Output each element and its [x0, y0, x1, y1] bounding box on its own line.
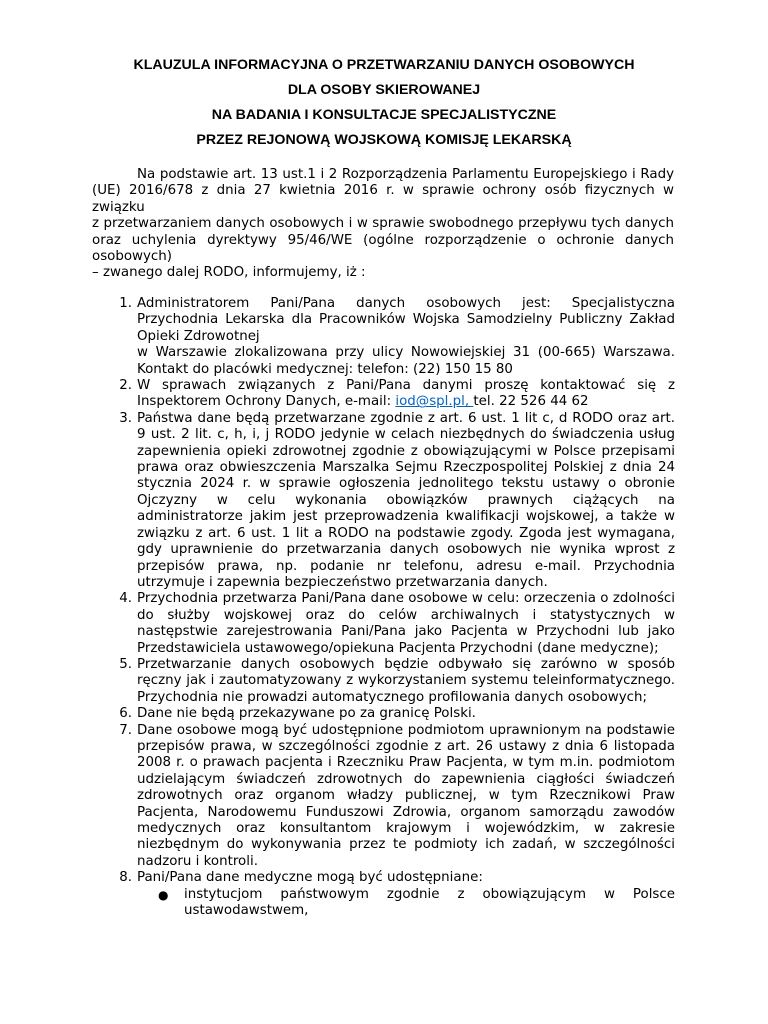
intro-paragraph [92, 167, 674, 282]
email-link[interactable]: iod@spl.pl, [395, 394, 474, 410]
list-item-text: Administratorem Pani/Pana danych osobowych jest: Specjalistyczna Przychodnia Lekarska dla Pracowników Wojska Samodzielny Publiczny Zakład Opieki Zdrowotnej [137, 296, 675, 344]
list-item-text: Państwa dane będą przetwarzane zgodnie z art. 6 ust. 1 lit c, d RODO oraz art. 9 ust. 2 lit. c, h, i, j RODO jedynie w celach niezbędnych do świadczenia usług zapewnienia opieki zdrowotnej zgodnie z obowiązującymi w Polsce przepisami prawa oraz obwieszczenia Marszalka Sejmu Rzeczpospolitej Polskiej z dnia 24 stycznia 2024 r. w sprawie ogłoszenia jednolitego tekstu ustawy o obronie Ojczyzny w celu wykonania obowiązków prawnych ciążących na administratorze jakim jest przeprowadzenia kwalifikacji wojskowej, a także w związku z art. 6 ust. 1 lit a RODO na podstawie zgody. Zgoda jest wymagana, gdy uprawnienie do przetwarzania danych osobowych nie wynika wprost z przepisów prawa, np. podanie nr telefonu, adresu e-mail. Przychodnia utrzymuje i zapewnia bezpieczeństwo przetwarzania danych. [137, 410, 675, 590]
list-number: 2. [119, 378, 132, 394]
list-item [0, 657, 768, 706]
bullet-list [160, 887, 675, 920]
list-number: 7. [119, 722, 132, 738]
list-number: 8. [119, 870, 132, 886]
bullet-item-text: instytucjom państwowym zgodnie z obowiązującym w Polsce ustawodawstwem, [184, 886, 675, 919]
list-item-text: Przetwarzanie danych osobowych będzie odbywało się zarówno w sposób ręczny jak i zautomatyzowany z wykorzystaniem systemu teleinformatycznego. Przychodnia nie prowadzi automatycznego profilowania danych osobowych; [137, 656, 675, 705]
list-item-text: Dane nie będą przekazywane po za granicę Polski. [137, 706, 476, 722]
list-number: 3. [119, 410, 132, 426]
intro-text-1: Na podstawie art. 13 ust.1 i 2 Rozporządzenia Parlamentu Europejskiego i Rady (UE) 2016/678 z dnia 27 kwietnia 2016 r. w sprawie ochrony osób fizycznych w związku [92, 167, 674, 215]
list-item-text [137, 378, 675, 411]
title-line-3: NA BADANIA I KONSULTACJE SPECJALISTYCZNE [211, 107, 557, 123]
bullet-icon: ● [158, 887, 169, 902]
list-number: 4. [119, 591, 132, 607]
list-item-text: w Warszawie zlokalizowana przy ulicy Nowowiejskiej 31 (00-665) Warszawa. Kontakt do placówki medycznej: telefon: (22) 150 15 80 [137, 345, 675, 377]
list-number: 5. [119, 656, 132, 672]
list-item-text-part: W sprawach związanych z Pani/Pana danymi proszę kontaktować się z Inspektorem Ochrony Danych, e-mail: [137, 378, 675, 410]
list-item-text-part: tel. 22 526 44 62 [473, 394, 589, 410]
bullet-item [160, 887, 675, 920]
list-item-text: Pani/Pana dane medyczne mogą być udostępniane: [137, 870, 483, 886]
list-item [0, 378, 768, 411]
list-item [0, 870, 768, 886]
list-item [0, 706, 768, 722]
list-item [0, 723, 768, 871]
list-item-text: Dane osobowe mogą być udostępnione podmiotom uprawnionym na podstawie przepisów prawa, w szczególności zgodnie z art. 26 ustawy z dnia 6 listopada 2008 r. o prawach pacjenta i Rzeczniku Praw Pacjenta, w tym m.in. podmiotom udzielającym świadczeń zdrowotnych do zapewnienia ciągłości świadczeń zdrowotnych oraz organom władzy publicznej, w tym Rzecznikowi Praw Pacjenta, Narodowemu Funduszowi Zdrowia, organom samorządu zawodów medycznych oraz konsultantom krajowym i wojewódzkim, w zakresie niezbędnym do wykonywania przez te podmioty ich zadań, w szczególności nadzoru i kontroli. [137, 722, 675, 869]
list-number: 6. [119, 706, 132, 722]
list-item [0, 411, 768, 591]
title-line-2: DLA OSOBY SKIEROWANEJ [287, 82, 481, 98]
list-item [0, 591, 768, 657]
list-number: 1. [119, 296, 132, 311]
intro-text-3: – zwanego dalej RODO, informujemy, iż : [92, 265, 366, 281]
list-item-text: Przychodnia przetwarza Pani/Pana dane osobowe w celu: orzeczenia o zdolności do służby wojskowej oraz do celów archiwalnych i statystycznych w następstwie zarejestrowania Pani/Pana jako Pacjenta w Przychodni lub jako Przedstawiciela ustawowego/opiekuna Pacjenta Przychodni (dane medyczne); [137, 591, 675, 656]
intro-text-2: z przetwarzaniem danych osobowych i w sprawie swobodnego przepływu tych danych oraz uchylenia dyrektywy 95/46/WE (ogólne rozporządzenie o ochronie danych osobowych) [92, 216, 674, 265]
list-item [0, 296, 768, 378]
document-title [90, 53, 678, 153]
numbered-list [0, 296, 768, 919]
title-line-4: PRZEZ REJONOWĄ WOJSKOWĄ KOMISJĘ LEKARSKĄ [196, 132, 572, 148]
title-line-1: KLAUZULA INFORMACYJNA O PRZETWARZANIU DANYCH OSOBOWYCH [133, 57, 635, 73]
